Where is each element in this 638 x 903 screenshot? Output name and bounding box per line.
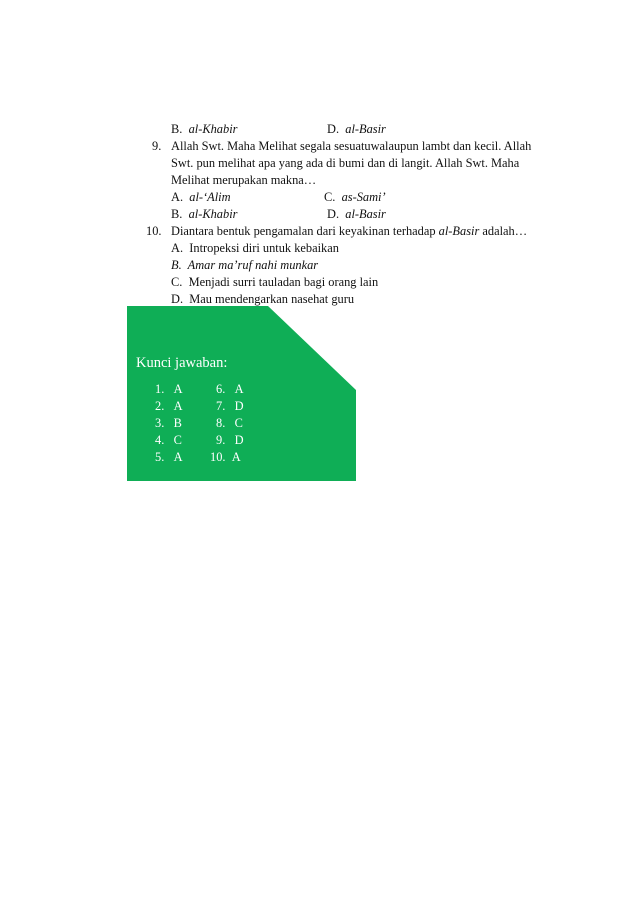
answer-key-item: 7. D (216, 399, 244, 413)
answer-key-item: 8. C (216, 416, 243, 430)
option-letter: A. (171, 241, 184, 255)
q10-option-b (171, 256, 318, 274)
answer-key-item: 5. A (155, 450, 183, 464)
q10-number: 10. (146, 224, 162, 238)
q8-option-d (327, 120, 386, 138)
answer-key-item: 1. A (155, 382, 183, 396)
q9-option-a (171, 188, 231, 206)
answer-key-item: 6. A (216, 382, 244, 396)
option-letter: D. (327, 207, 340, 221)
stem-italic-term: al-Basir (438, 224, 480, 238)
q10-option-a (171, 239, 339, 257)
q10-stem (171, 222, 527, 240)
option-letter: C. (324, 190, 336, 204)
answer-key-item: 2. A (155, 399, 183, 413)
q9-stem-line-3: Melihat merupakan makna… (171, 173, 317, 187)
option-letter: B. (171, 258, 182, 272)
q9-stem-line-2: Swt. pun melihat apa yang ada di bumi dan di langit. Allah Swt. Maha (171, 156, 520, 170)
option-letter: B. (171, 207, 183, 221)
answer-key-item: 9. D (216, 433, 244, 447)
q9-option-c (324, 188, 386, 206)
option-letter: A. (171, 190, 184, 204)
stem-text-end: adalah… (479, 224, 528, 238)
q9-stem-line-1: Allah Swt. Maha Melihat segala sesuatuwalaupun lambt dan kecil. Allah (171, 139, 532, 153)
option-text: Menjadi surri tauladan bagi orang lain (188, 275, 379, 289)
q10-option-d (171, 290, 354, 308)
option-text: as-Sami’ (341, 190, 386, 204)
option-text: al-Khabir (188, 207, 238, 221)
option-text: al-‘Alim (189, 190, 231, 204)
option-text: Mau mendengarkan nasehat guru (189, 292, 355, 306)
option-letter: D. (327, 122, 340, 136)
option-letter: D. (171, 292, 184, 306)
option-text: al-Khabir (188, 122, 238, 136)
answer-key-item: 4. C (155, 433, 182, 447)
answer-key-title: Kunci jawaban: (136, 355, 228, 371)
answer-key-item: 3. B (155, 416, 182, 430)
stem-text: Diantara bentuk pengamalan dari keyakinan terhadap (171, 224, 439, 238)
q8-option-b (171, 120, 237, 138)
option-letter: B. (171, 122, 183, 136)
q10-option-c (171, 273, 378, 291)
q9-number: 9. (152, 139, 162, 153)
option-text: al-Basir (345, 207, 386, 221)
option-text: al-Basir (345, 122, 386, 136)
q9-option-d (327, 205, 386, 223)
option-letter: C. (171, 275, 183, 289)
answer-key-item: 10. A (210, 450, 241, 464)
option-text: Amar ma’ruf nahi munkar (187, 258, 319, 272)
option-text: Intropeksi diri untuk kebaikan (189, 241, 339, 255)
q9-option-b (171, 205, 237, 223)
